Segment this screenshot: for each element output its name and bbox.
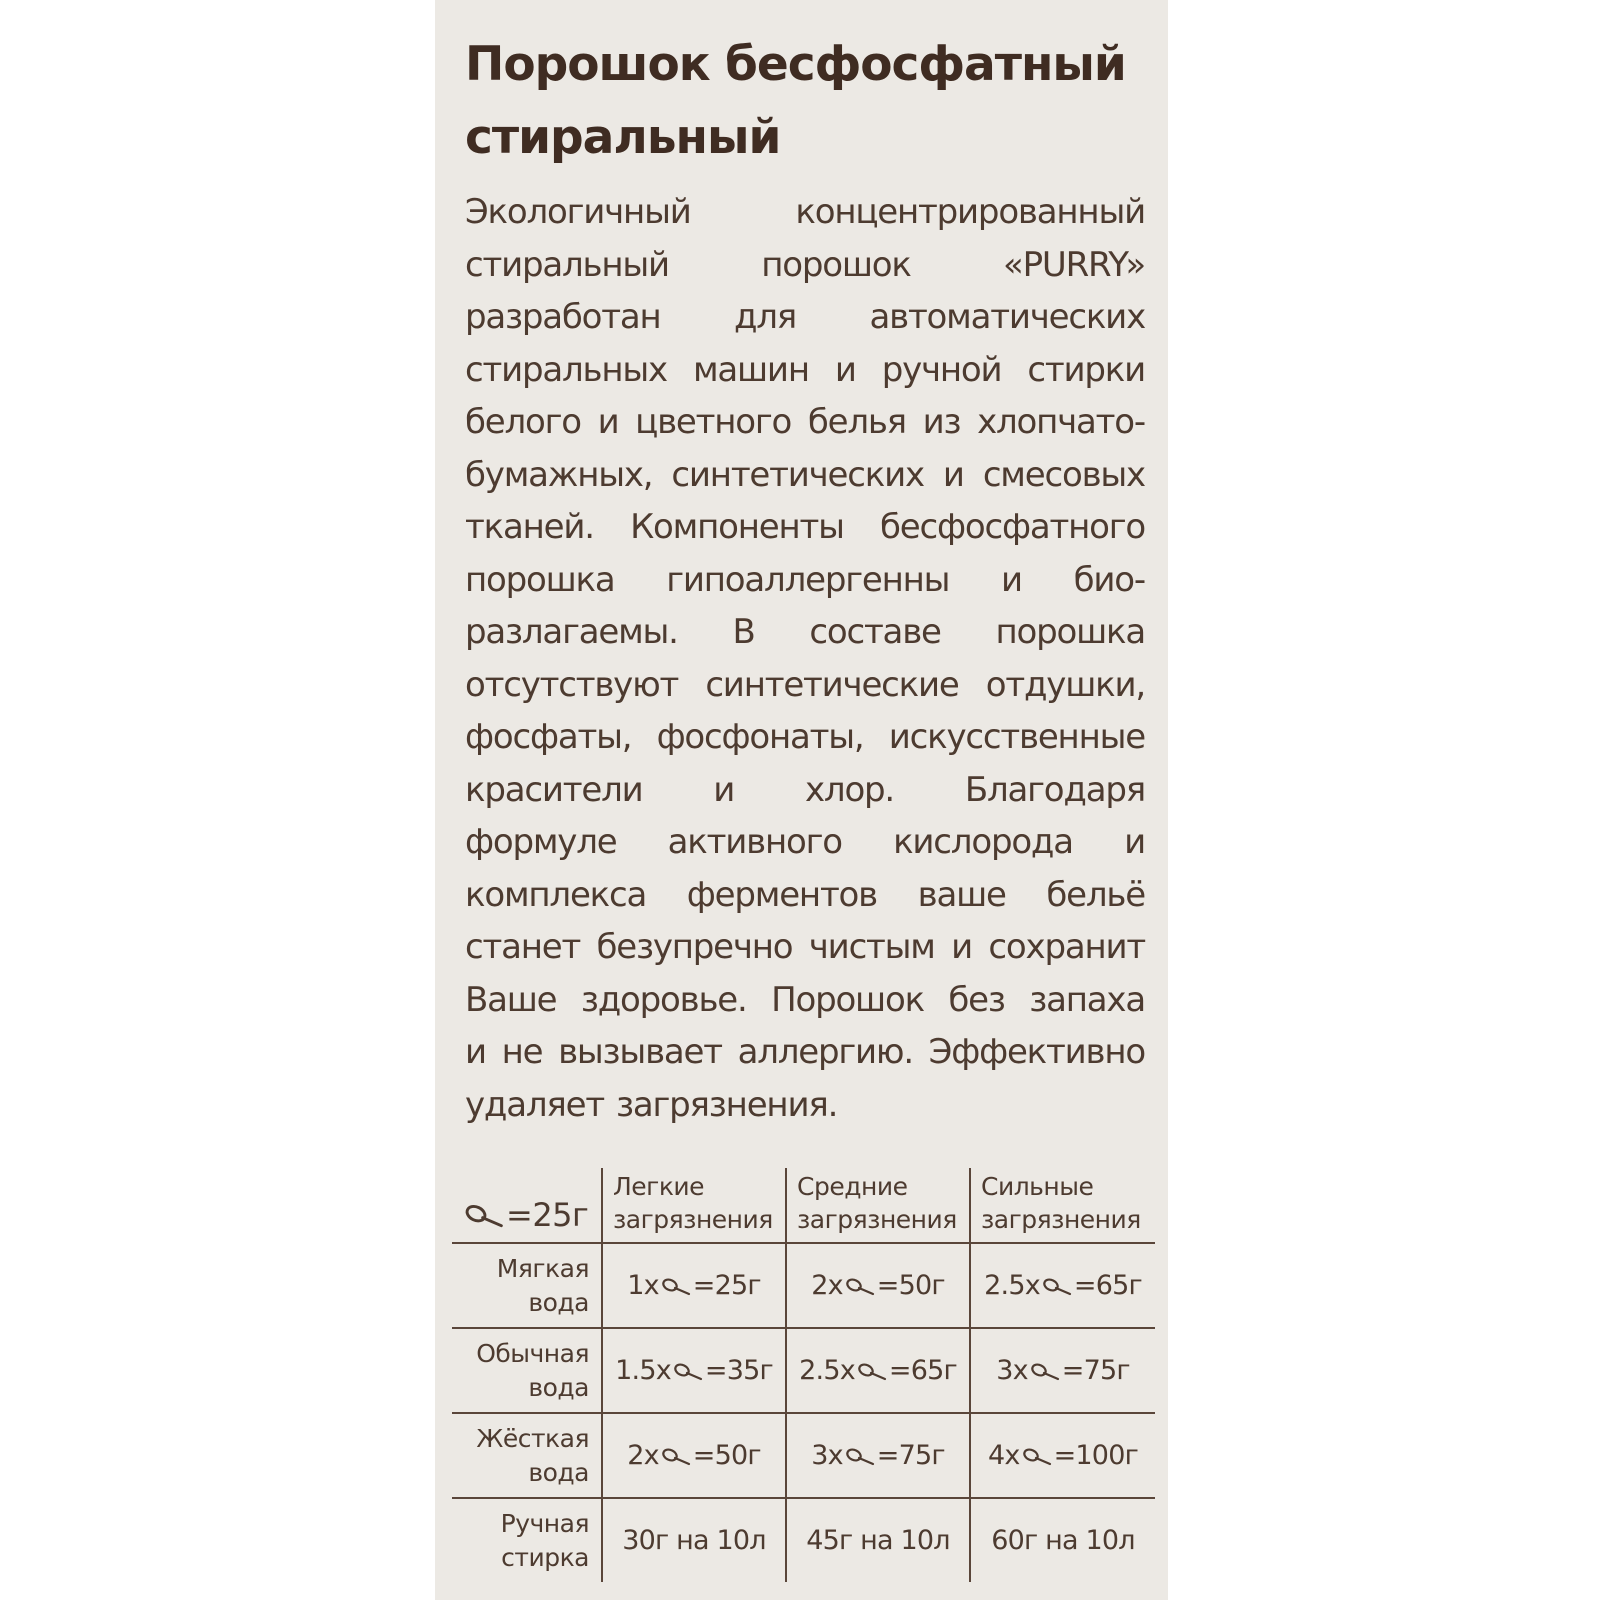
- description-word: аллергию.: [737, 1032, 913, 1072]
- description-word: из: [922, 402, 961, 442]
- description-word: запаха: [1029, 979, 1145, 1020]
- column-header-line: Средние: [797, 1172, 908, 1201]
- description-word: хлопчато-: [977, 402, 1145, 442]
- description-word: синтетических: [671, 454, 924, 495]
- column-header-line: загрязнения: [797, 1205, 957, 1234]
- description-word: и: [465, 1032, 486, 1072]
- row-header-line: вода: [528, 1287, 589, 1317]
- description-word: бесфосфатного: [880, 507, 1145, 547]
- measuring-spoon-icon: [857, 1361, 887, 1381]
- dosage-amount: =75г: [876, 1440, 945, 1471]
- row-header-line: Мягкая: [496, 1253, 589, 1283]
- title-line-2: стиральный: [465, 110, 781, 165]
- dosage-amount: =65г: [888, 1355, 957, 1386]
- column-header-line: Легкие: [613, 1172, 705, 1201]
- column-header-line: Сильные: [981, 1172, 1094, 1201]
- measuring-spoon-icon: [661, 1446, 691, 1466]
- column-header: [797, 1168, 967, 1238]
- measuring-spoon-icon: [845, 1276, 875, 1296]
- measuring-spoon-icon: [845, 1446, 875, 1466]
- description-word: отсутствуют: [465, 664, 679, 705]
- description-word: без: [948, 979, 1005, 1020]
- dosage-amount: 30г на 10л: [622, 1525, 766, 1556]
- dosage-cell: [787, 1329, 969, 1412]
- description-word: и: [1001, 559, 1022, 600]
- dosage-cell: [603, 1329, 785, 1412]
- dosage-multiplier: 1.5x: [615, 1355, 671, 1386]
- description-word: вызывает: [558, 1032, 722, 1072]
- column-header-line: загрязнения: [981, 1205, 1141, 1234]
- measuring-spoon-icon: [464, 1201, 504, 1229]
- description-word: отдушки,: [985, 664, 1145, 705]
- description-word: белья: [807, 402, 906, 442]
- description-word: бельё: [1046, 874, 1145, 915]
- description-word: и: [951, 927, 973, 967]
- description-word: станет: [465, 927, 581, 967]
- description-word: В: [732, 612, 755, 652]
- description-word: автоматических: [869, 297, 1145, 337]
- description-word: «PURRY»: [1003, 244, 1145, 285]
- description-word: для: [733, 297, 797, 337]
- description-word: порошка: [995, 612, 1145, 652]
- row-header-line: Жёсткая: [476, 1423, 589, 1453]
- description-word: не: [501, 1032, 543, 1072]
- description-word: смесовых: [982, 454, 1145, 495]
- dosage-cell: [603, 1414, 785, 1497]
- description-word: красители: [465, 769, 643, 810]
- description-word: белого: [465, 402, 581, 442]
- description-word: искусственные: [888, 717, 1145, 757]
- description-word: разлагаемы.: [465, 612, 678, 652]
- description-word: сохранит: [988, 927, 1145, 967]
- description-word: ваше: [917, 874, 1006, 915]
- dosage-multiplier: 2.5x: [799, 1355, 855, 1386]
- row-header: [452, 1414, 589, 1497]
- description-word: хлор.: [805, 769, 895, 810]
- row-header-line: Обычная: [476, 1338, 589, 1368]
- description-word: гипоаллергенны: [666, 559, 950, 600]
- description-word: био-: [1073, 559, 1145, 600]
- row-header: [452, 1244, 589, 1327]
- dosage-cell: [971, 1329, 1155, 1412]
- legend-text: =25г: [506, 1196, 589, 1234]
- column-header: [613, 1168, 783, 1238]
- dosage-multiplier: 3x: [996, 1355, 1028, 1386]
- dosage-cell: [603, 1499, 785, 1582]
- description-word: безупречно: [596, 927, 793, 967]
- dosage-multiplier: 2x: [627, 1440, 659, 1471]
- dosage-amount: =35г: [704, 1355, 773, 1386]
- dosage-cell: [787, 1499, 969, 1582]
- description-word: концентрированный: [795, 192, 1145, 232]
- dosage-amount: =75г: [1061, 1355, 1130, 1386]
- dosage-amount: =25г: [692, 1270, 761, 1301]
- description-word: фосфаты,: [465, 717, 632, 757]
- description-word: и: [597, 402, 619, 442]
- row-header: [452, 1499, 589, 1582]
- dosage-cell: [603, 1244, 785, 1327]
- description-word: ручной: [881, 349, 1002, 390]
- dosage-multiplier: 2x: [811, 1270, 843, 1301]
- measuring-spoon-icon: [673, 1361, 703, 1381]
- row-header-line: вода: [528, 1457, 589, 1487]
- dosage-amount: =65г: [1073, 1270, 1142, 1301]
- measuring-spoon-icon: [1042, 1276, 1072, 1296]
- description-word: составе: [809, 612, 941, 652]
- row-header-line: стирка: [501, 1542, 589, 1572]
- measuring-spoon-icon: [1030, 1361, 1060, 1381]
- description-word: активного: [667, 822, 842, 862]
- dosage-amount: 60г на 10л: [991, 1525, 1135, 1556]
- dosage-multiplier: 3x: [811, 1440, 843, 1471]
- description-word: разработан: [465, 297, 661, 337]
- measuring-spoon-icon: [1022, 1446, 1052, 1466]
- description-word: и: [713, 769, 735, 810]
- column-header-line: загрязнения: [613, 1205, 773, 1234]
- description-word: кислорода: [893, 822, 1073, 862]
- dosage-cell: [971, 1414, 1155, 1497]
- description-word: Благодаря: [964, 769, 1145, 810]
- row-header-line: Ручная: [500, 1508, 589, 1538]
- description-word: синтетические: [705, 664, 959, 705]
- description-word: ферментов: [686, 874, 877, 915]
- description-word: здоровье.: [580, 979, 747, 1020]
- dosage-amount: =50г: [692, 1440, 761, 1471]
- spoon-legend: [462, 1168, 597, 1242]
- description-word: бумажных,: [465, 454, 653, 495]
- dosage-amount: 45г на 10л: [806, 1525, 950, 1556]
- description-word: удаляет: [465, 1084, 604, 1125]
- description-word: Порошок: [771, 979, 924, 1020]
- description-word: и: [834, 349, 856, 390]
- description-word: чистым: [808, 927, 935, 967]
- description-word: Экологичный: [465, 192, 691, 232]
- description-word: стиральный: [465, 244, 669, 285]
- description-word: и: [942, 454, 964, 495]
- description-word: фосфонаты,: [656, 717, 864, 757]
- description-word: загрязнения.: [615, 1084, 838, 1125]
- dosage-amount: =50г: [876, 1270, 945, 1301]
- description-word: комплекса: [465, 874, 647, 915]
- dosage-multiplier: 1x: [627, 1270, 659, 1301]
- measuring-spoon-icon: [661, 1276, 691, 1296]
- description-word: формуле: [465, 822, 617, 862]
- description-word: порошок: [761, 244, 911, 285]
- title-line-1: Порошок бесфосфатный: [465, 37, 1126, 92]
- dosage-multiplier: 2.5x: [984, 1270, 1040, 1301]
- description-word: машин: [692, 349, 809, 390]
- row-header: [452, 1329, 589, 1412]
- description-word: и: [1124, 822, 1145, 862]
- dosage-cell: [971, 1499, 1155, 1582]
- description-word: Эффективно: [928, 1032, 1145, 1072]
- dosage-cell: [787, 1244, 969, 1327]
- dosage-cell: [787, 1414, 969, 1497]
- description-word: цветного: [635, 402, 792, 442]
- description-word: стиральных: [465, 349, 667, 390]
- row-header-line: вода: [528, 1372, 589, 1402]
- dosage-cell: [971, 1244, 1155, 1327]
- description-word: стирки: [1027, 349, 1145, 390]
- column-header: [981, 1168, 1153, 1238]
- description-word: тканей.: [465, 507, 594, 547]
- description-word: порошка: [465, 559, 615, 600]
- description-word: Ваше: [465, 979, 557, 1020]
- description-word: Компоненты: [630, 507, 844, 547]
- dosage-multiplier: 4x: [988, 1440, 1020, 1471]
- dosage-amount: =100г: [1053, 1440, 1138, 1471]
